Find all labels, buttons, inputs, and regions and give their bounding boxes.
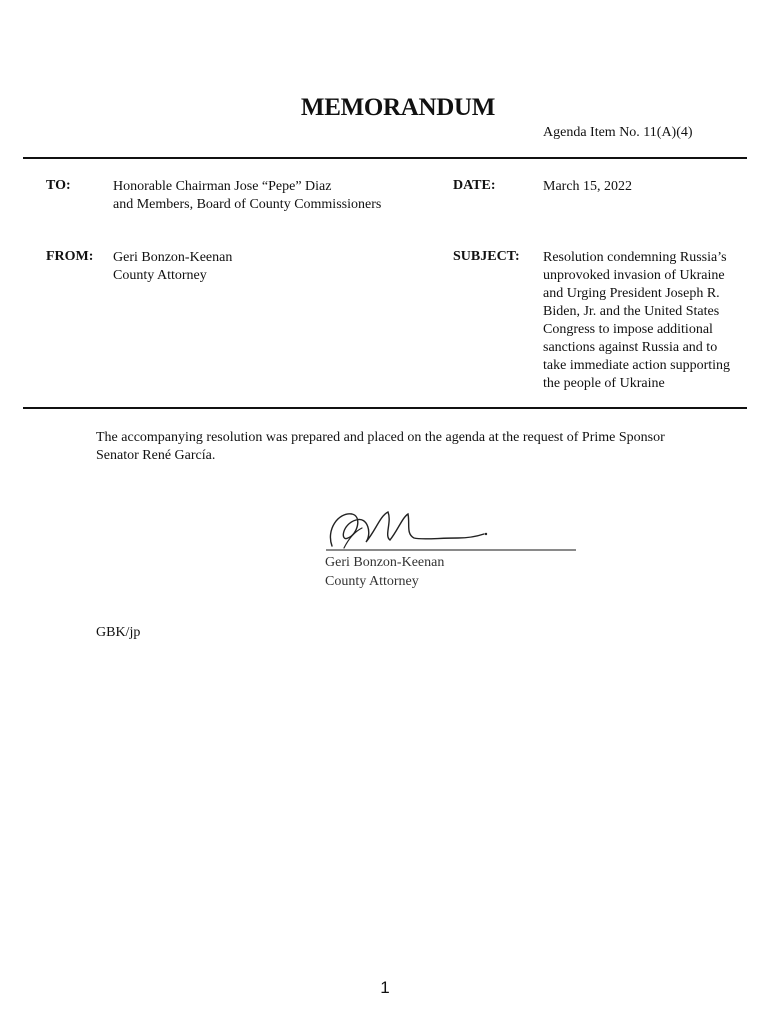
to-recipient [113, 178, 381, 214]
page-number: 1 [380, 978, 390, 997]
body-line-1: The accompanying resolution was prepared and placed on the agenda at the request of Prime Sponsor [96, 430, 665, 445]
top-rule [23, 157, 747, 159]
typist-initials: GBK/jp [96, 625, 141, 640]
body-line-2: Senator René García. [96, 448, 216, 463]
date-label: DATE: [453, 178, 496, 193]
subject-line: sanctions against Russia and to [543, 340, 718, 355]
to-line-1: Honorable Chairman Jose “Pepe” Diaz [113, 179, 332, 194]
subject-line: Resolution condemning Russia’s [543, 250, 727, 265]
memo-title: MEMORANDUM [300, 94, 496, 121]
subject-label: SUBJECT: [453, 249, 520, 264]
memo-body [96, 429, 736, 465]
signatory-name: Geri Bonzon-Keenan [325, 555, 445, 570]
subject-line: Congress to impose additional [543, 322, 713, 337]
handwritten-signature [318, 500, 580, 558]
date-value: March 15, 2022 [543, 179, 633, 194]
from-line-1: Geri Bonzon-Keenan [113, 250, 233, 265]
signature-block [325, 553, 444, 591]
subject-line: unprovoked invasion of Ukraine [543, 268, 725, 283]
subject-line: and Urging President Joseph R. [543, 286, 720, 301]
subject-line: the people of Ukraine [543, 376, 665, 391]
bottom-rule [23, 407, 747, 409]
from-label: FROM: [46, 249, 94, 264]
from-sender [113, 249, 232, 285]
agenda-item-number: Agenda Item No. 11(A)(4) [543, 125, 693, 140]
subject-line: take immediate action supporting [543, 358, 731, 373]
subject-text [543, 249, 758, 393]
signatory-title: County Attorney [325, 574, 419, 589]
subject-line: Biden, Jr. and the United States [543, 304, 720, 319]
to-line-2: and Members, Board of County Commissioners [113, 197, 382, 212]
to-label: TO: [46, 178, 71, 193]
from-line-2: County Attorney [113, 268, 207, 283]
